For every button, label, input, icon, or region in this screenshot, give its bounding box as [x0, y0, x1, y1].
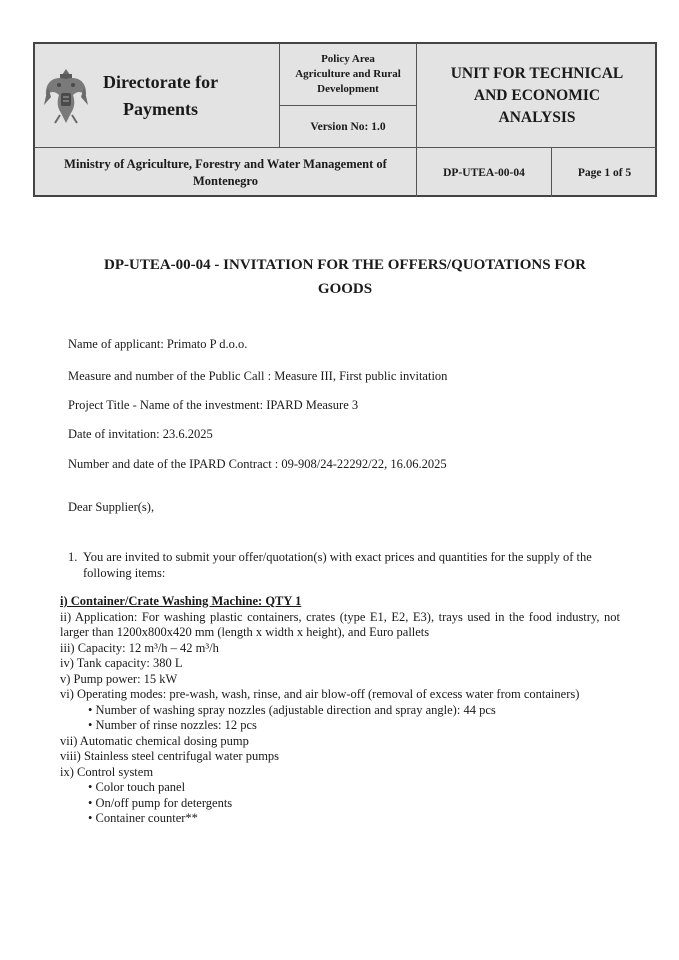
spec-bullet: • Container counter**	[88, 811, 198, 825]
document-code-cell: DP-UTEA-00-04	[417, 148, 552, 197]
ipard-contract: Number and date of the IPARD Contract : 09-908/24-22292/22, 16.06.2025	[68, 457, 447, 471]
point-1-text: You are invited to submit your offer/quotation(s) with exact prices and quantities for the supply of the following items:	[83, 550, 592, 580]
measure-and-public-call: Measure and number of the Public Call : Measure III, First public invitation	[68, 369, 448, 383]
spec-line: iv) Tank capacity: 380 L	[60, 656, 183, 670]
directorate-title: Directorate for Payments	[103, 71, 219, 119]
document-title: DP-UTEA-00-04 - INVITATION FOR THE OFFERS/QUOTATIONS FOR GOODS	[104, 257, 586, 297]
invitation-date: Date of invitation: 23.6.2025	[68, 427, 213, 441]
item-title: i) Container/Crate Washing Machine: QTY 1	[60, 594, 302, 608]
spec-bullet: • Number of rinse nozzles: 12 pcs	[88, 718, 257, 732]
spec-line: ii) Application: For washing plastic containers, crates (type E1, E2, E3), trays used in the food industry, not larger than 1200x800x420 mm (length x width x height), and Euro pallets	[60, 609, 620, 639]
point-1	[68, 549, 628, 581]
spec-bullet: • Number of washing spray nozzles (adjustable direction and spray angle): 44 pcs	[88, 702, 496, 717]
salutation: Dear Supplier(s),	[68, 500, 155, 514]
directorate-cell	[35, 44, 280, 148]
spec-bullet: • On/off pump for detergents	[88, 795, 233, 810]
spec-line: viii) Stainless steel centrifugal water pumps	[60, 749, 280, 763]
montenegro-coat-of-arms-icon	[43, 65, 89, 127]
policy-area-cell: Policy Area Agriculture and Rural Development	[280, 44, 417, 106]
spec-line: v) Pump power: 15 kW	[60, 671, 178, 686]
spec-line: vi) Operating modes: pre-wash, wash, rinse, and air blow-off (removal of excess water from containers)	[60, 687, 580, 701]
version-cell: Version No: 1.0	[280, 106, 417, 148]
applicant-name: Name of applicant: Primato P d.o.o.	[68, 337, 248, 351]
page-number-cell: Page 1 of 5	[577, 166, 632, 179]
spec-bullet: • Color touch panel	[88, 780, 186, 794]
point-1-number: 1.	[68, 550, 78, 564]
unit-cell: UNIT FOR TECHNICAL AND ECONOMIC ANALYSIS	[417, 44, 657, 148]
item-specification	[60, 594, 620, 827]
spec-line: iii) Capacity: 12 m³/h – 42 m³/h	[60, 640, 219, 655]
project-title: Project Title - Name of the investment: IPARD Measure 3	[68, 398, 359, 412]
spec-line: ix) Control system	[60, 764, 154, 779]
ministry-cell: Ministry of Agriculture, Forestry and Water Management of Montenegro	[35, 148, 417, 197]
spec-line: vii) Automatic chemical dosing pump	[60, 733, 249, 748]
document-header-table	[33, 42, 657, 197]
